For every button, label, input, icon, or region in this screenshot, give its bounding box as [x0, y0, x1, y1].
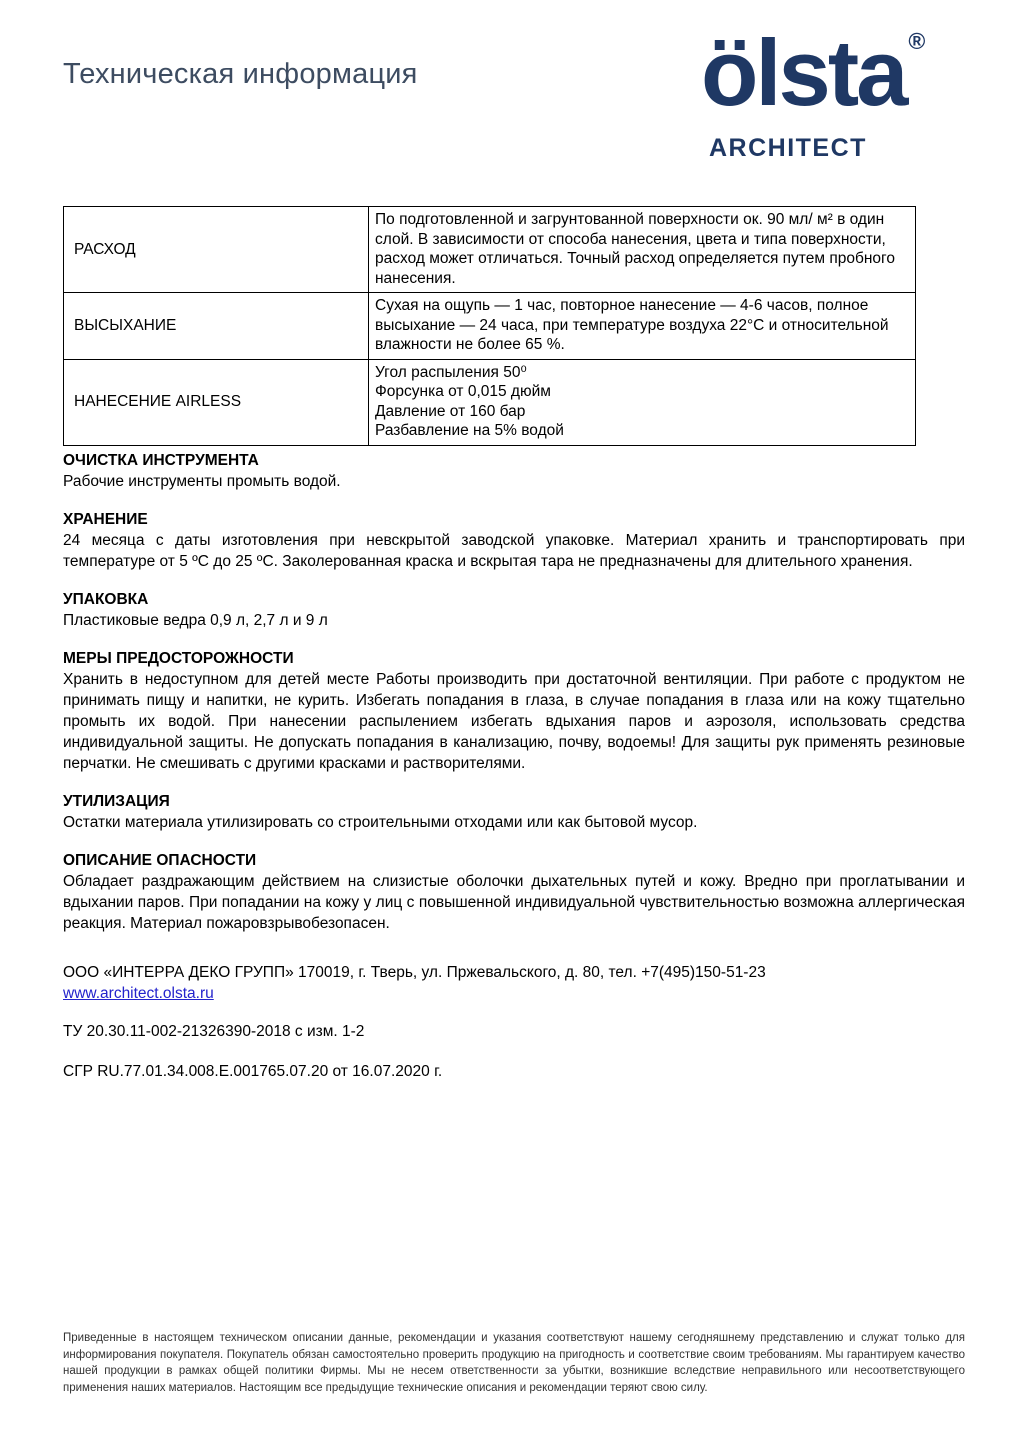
airless-line: Разбавление на 5% водой [375, 422, 564, 439]
section-heading: ОЧИСТКА ИНСТРУМЕНТА [63, 452, 259, 469]
section-heading: УТИЛИЗАЦИЯ [63, 793, 170, 810]
table-row-consumption [64, 207, 916, 293]
spec-row-value: Сухая на ощупь — 1 час, повторное нанесение — 4-6 часов, полное высыхание — 24 часа, при температуре воздуха 22°С и относительной влажности не более 65 %. [369, 293, 916, 360]
airless-line: Давление от 160 бар [375, 402, 526, 420]
section-storage [63, 509, 965, 572]
tu-standard-line: ТУ 20.30.11-002-21326390-2018 с изм. 1-2 [63, 1023, 365, 1040]
table-row-drying [64, 293, 916, 360]
section-heading: ХРАНЕНИЕ [63, 511, 148, 528]
company-info-line: ООО «ИНТЕРРА ДЕКО ГРУПП» 170019, г. Тверь, ул. Пржевальского, д. 80, тел. +7(495)150-51-23 [63, 964, 766, 981]
section-heading: ОПИСАНИЕ ОПАСНОСТИ [63, 852, 257, 869]
section-hazard-description [63, 850, 965, 934]
section-tool-cleaning [63, 450, 965, 492]
spec-row-label: РАСХОД [64, 207, 369, 293]
sgr-certificate-line: СГР RU.77.01.34.008.Е.001765.07.20 от 16.07.2020 г. [63, 1063, 443, 1080]
section-body: Пластиковые ведра 0,9 л, 2,7 л и 9 л [63, 612, 328, 629]
section-precautions [63, 648, 965, 774]
page-title: Техническая информация [63, 58, 418, 90]
spec-row-value: По подготовленной и загрунтованной поверхности ок. 90 мл/ м² в один слой. В зависимости от способа нанесения, цвета и типа поверхности, расход может отличаться. Точный расход определяется путем пробного нанесения. [369, 207, 916, 293]
section-heading: МЕРЫ ПРЕДОСТОРОЖНОСТИ [63, 650, 294, 667]
document-body [63, 450, 965, 1082]
section-heading: УПАКОВКА [63, 591, 149, 608]
airless-line: Форсунка от 0,015 дюйм [375, 383, 551, 400]
logo-subtitle: ARCHITECT [709, 134, 867, 162]
section-body: Остатки материала утилизировать со строительными отходами или как бытовой мусор. [63, 814, 698, 831]
brand-logo [701, 14, 925, 162]
logo-wordmark: ölsta [701, 20, 906, 125]
footer-disclaimer: Приведенные в настоящем техническом описании данные, рекомендации и указания соответствуют нашему сегодняшнему представлению и служат только для информирования покупателя. Покупатель обязан самостоятельно проверить продукцию на пригодность и соответствие своим требованиям. Мы гарантируем качество нашей продукции в рамках общей политики Фирмы. Мы не несем ответственности за убытки, возникшие вследствие неправильного или несоответствующего применения наших материалов. Настоящим все предыдущие технические описания и рекомендации теряют свою силу. [63, 1332, 965, 1394]
section-body: Обладает раздражающим действием на слизистые оболочки дыхательных путей и кожу. Вредно при проглатывании и вдыхании паров. При попадании на кожу у лиц с повышенной индивидуальной чувствительностью возможна аллергическая реакция. Материал пожаровзрывобезопасен. [63, 873, 965, 932]
section-body: Хранить в недоступном для детей месте Работы производить при достаточной вентиляции. При работе с продуктом не принимать пищу и напитки, не курить. Избегать попадания в глаза, в случае попадания в глаза или на кожу тщательно промыть их водой. При нанесении распылением избегать вдыхания паров и аэрозоля, использовать средства индивидуальной защиты. Не допускать попадания в канализацию, почву, водоемы! Для защиты рук применять резиновые перчатки. Не смешивать с другими красками и растворителями. [63, 671, 965, 772]
airless-line: Угол распыления 50⁰ [375, 363, 527, 381]
section-packaging [63, 589, 965, 631]
contact-block [63, 962, 965, 1082]
section-body: Рабочие инструменты промыть водой. [63, 473, 341, 490]
section-disposal [63, 791, 965, 833]
spec-row-label: ВЫСЫХАНИЕ [64, 293, 369, 360]
table-row-airless [64, 359, 916, 445]
website-link[interactable]: www.architect.olsta.ru [63, 985, 214, 1002]
spec-row-value [369, 359, 916, 445]
logo-wordmark-row [701, 14, 925, 132]
section-body: 24 месяца с даты изготовления при невскрытой заводской упаковке. Материал хранить и транспортировать при температуре от 5 ºС до 25 ºС. Заколерованная краска и вскрытая тара не предназначены для длительного хранения. [63, 532, 965, 570]
website-line [63, 983, 965, 1004]
registered-trademark-icon: ® [908, 28, 926, 54]
spec-table [63, 206, 916, 446]
spec-row-label: НАНЕСЕНИЕ AIRLESS [64, 359, 369, 445]
